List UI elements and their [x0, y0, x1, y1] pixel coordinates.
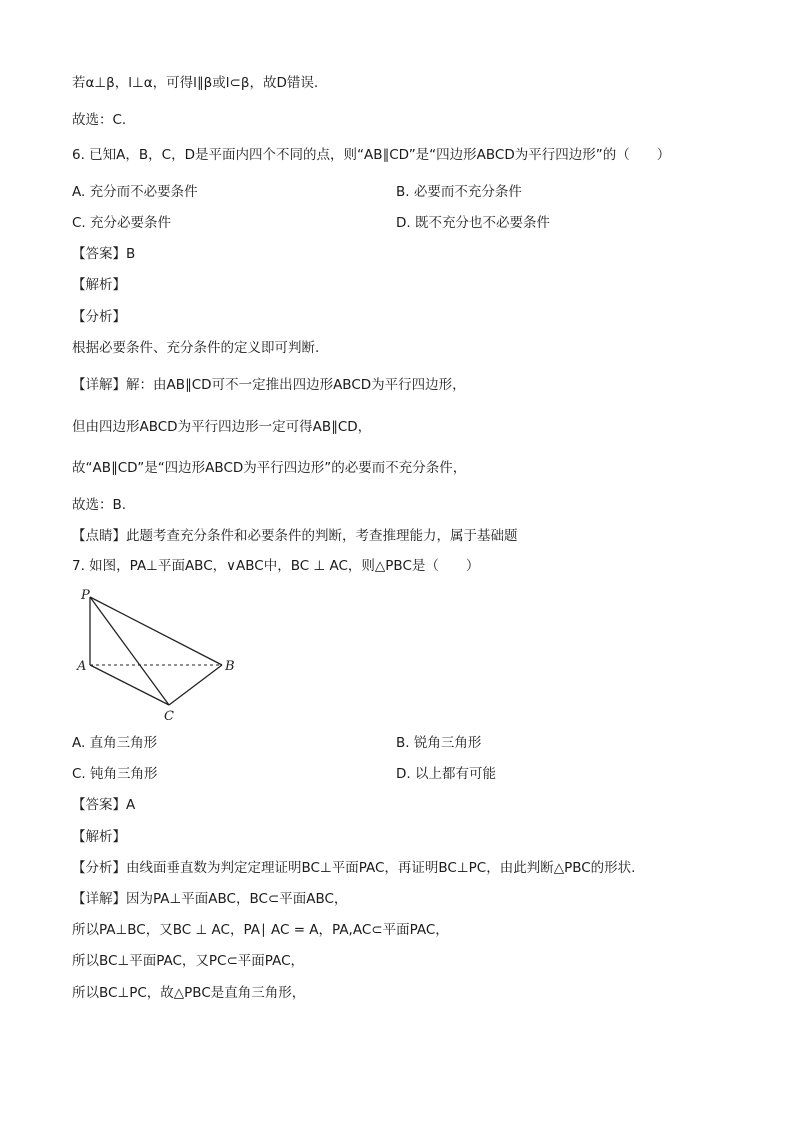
- q7-jiexi-heading: 【解析】: [72, 829, 126, 845]
- pyramid-diagram: [72, 583, 252, 723]
- q7-answer: 【答案】A: [72, 797, 136, 813]
- q6-detail-1: 【详解】解：由AB∥CD可不一定推出四边形ABCD为平行四边形，: [72, 377, 466, 393]
- q7-option-a: A. 直角三角形: [72, 735, 158, 751]
- q6-fenxi-text: 根据必要条件、充分条件的定义即可判断.: [72, 340, 320, 356]
- text-line: 若α⊥β，l⊥α，可得l∥β或l⊂β，故D错误.: [72, 75, 319, 91]
- edge-bc: [169, 665, 222, 705]
- q7-detail-3: 所以BC⊥平面PAC，又PC⊂平面PAC，: [72, 953, 304, 969]
- q7-detail-4: 所以BC⊥PC，故△PBC是直角三角形，: [72, 985, 306, 1001]
- q7-fenxi: 【分析】由线面垂直数为判定定理证明BC⊥平面PAC，再证明BC⊥PC，由此判断△PBC的形状.: [72, 860, 636, 876]
- q6-fenxi-heading: 【分析】: [72, 309, 126, 325]
- q6-detail-3: 故“AB∥CD”是“四边形ABCD为平行四边形”的必要而不充分条件，: [72, 460, 467, 476]
- question-6: 6. 已知A，B，C，D是平面内四个不同的点，则“AB∥CD”是“四边形ABCD为平行四边形”的（ ）: [72, 147, 671, 163]
- q6-option-d: D. 既不充分也不必要条件: [396, 215, 550, 231]
- question-7: 7. 如图，PA⊥平面ABC，∨ABC中，BC ⊥ AC，则△PBC是（ ）: [72, 558, 480, 574]
- q7-detail-1: 【详解】因为PA⊥平面ABC，BC⊂平面ABC，: [72, 891, 348, 907]
- q7-detail-2: 所以PA⊥BC，又BC ⊥ AC，PA∣ AC = A，PA,AC⊂平面PAC，: [72, 922, 449, 938]
- q6-detail-4: 故选：B.: [72, 497, 127, 513]
- triangle-figure: [72, 583, 252, 723]
- label-c: C: [164, 709, 174, 723]
- q6-dianjing: 【点睛】此题考查充分条件和必要条件的判断，考查推理能力，属于基础题: [72, 528, 518, 544]
- q7-option-c: C. 钝角三角形: [72, 766, 158, 782]
- q6-detail-2: 但由四边形ABCD为平行四边形一定可得AB∥CD，: [72, 419, 372, 435]
- edge-pb: [90, 597, 222, 665]
- text-line: 故选：C.: [72, 112, 127, 128]
- label-a: A: [77, 659, 87, 674]
- edge-ac: [90, 665, 169, 705]
- q7-option-b: B. 锐角三角形: [396, 735, 482, 751]
- q6-jiexi-heading: 【解析】: [72, 277, 126, 293]
- q7-option-d: D. 以上都有可能: [396, 766, 496, 782]
- q6-option-a: A. 充分而不必要条件: [72, 184, 198, 200]
- edge-pc: [90, 597, 169, 705]
- q6-option-c: C. 充分必要条件: [72, 215, 172, 231]
- label-b: B: [225, 659, 235, 674]
- q6-option-b: B. 必要而不充分条件: [396, 184, 522, 200]
- q6-answer: 【答案】B: [72, 246, 136, 262]
- label-p: P: [81, 588, 90, 603]
